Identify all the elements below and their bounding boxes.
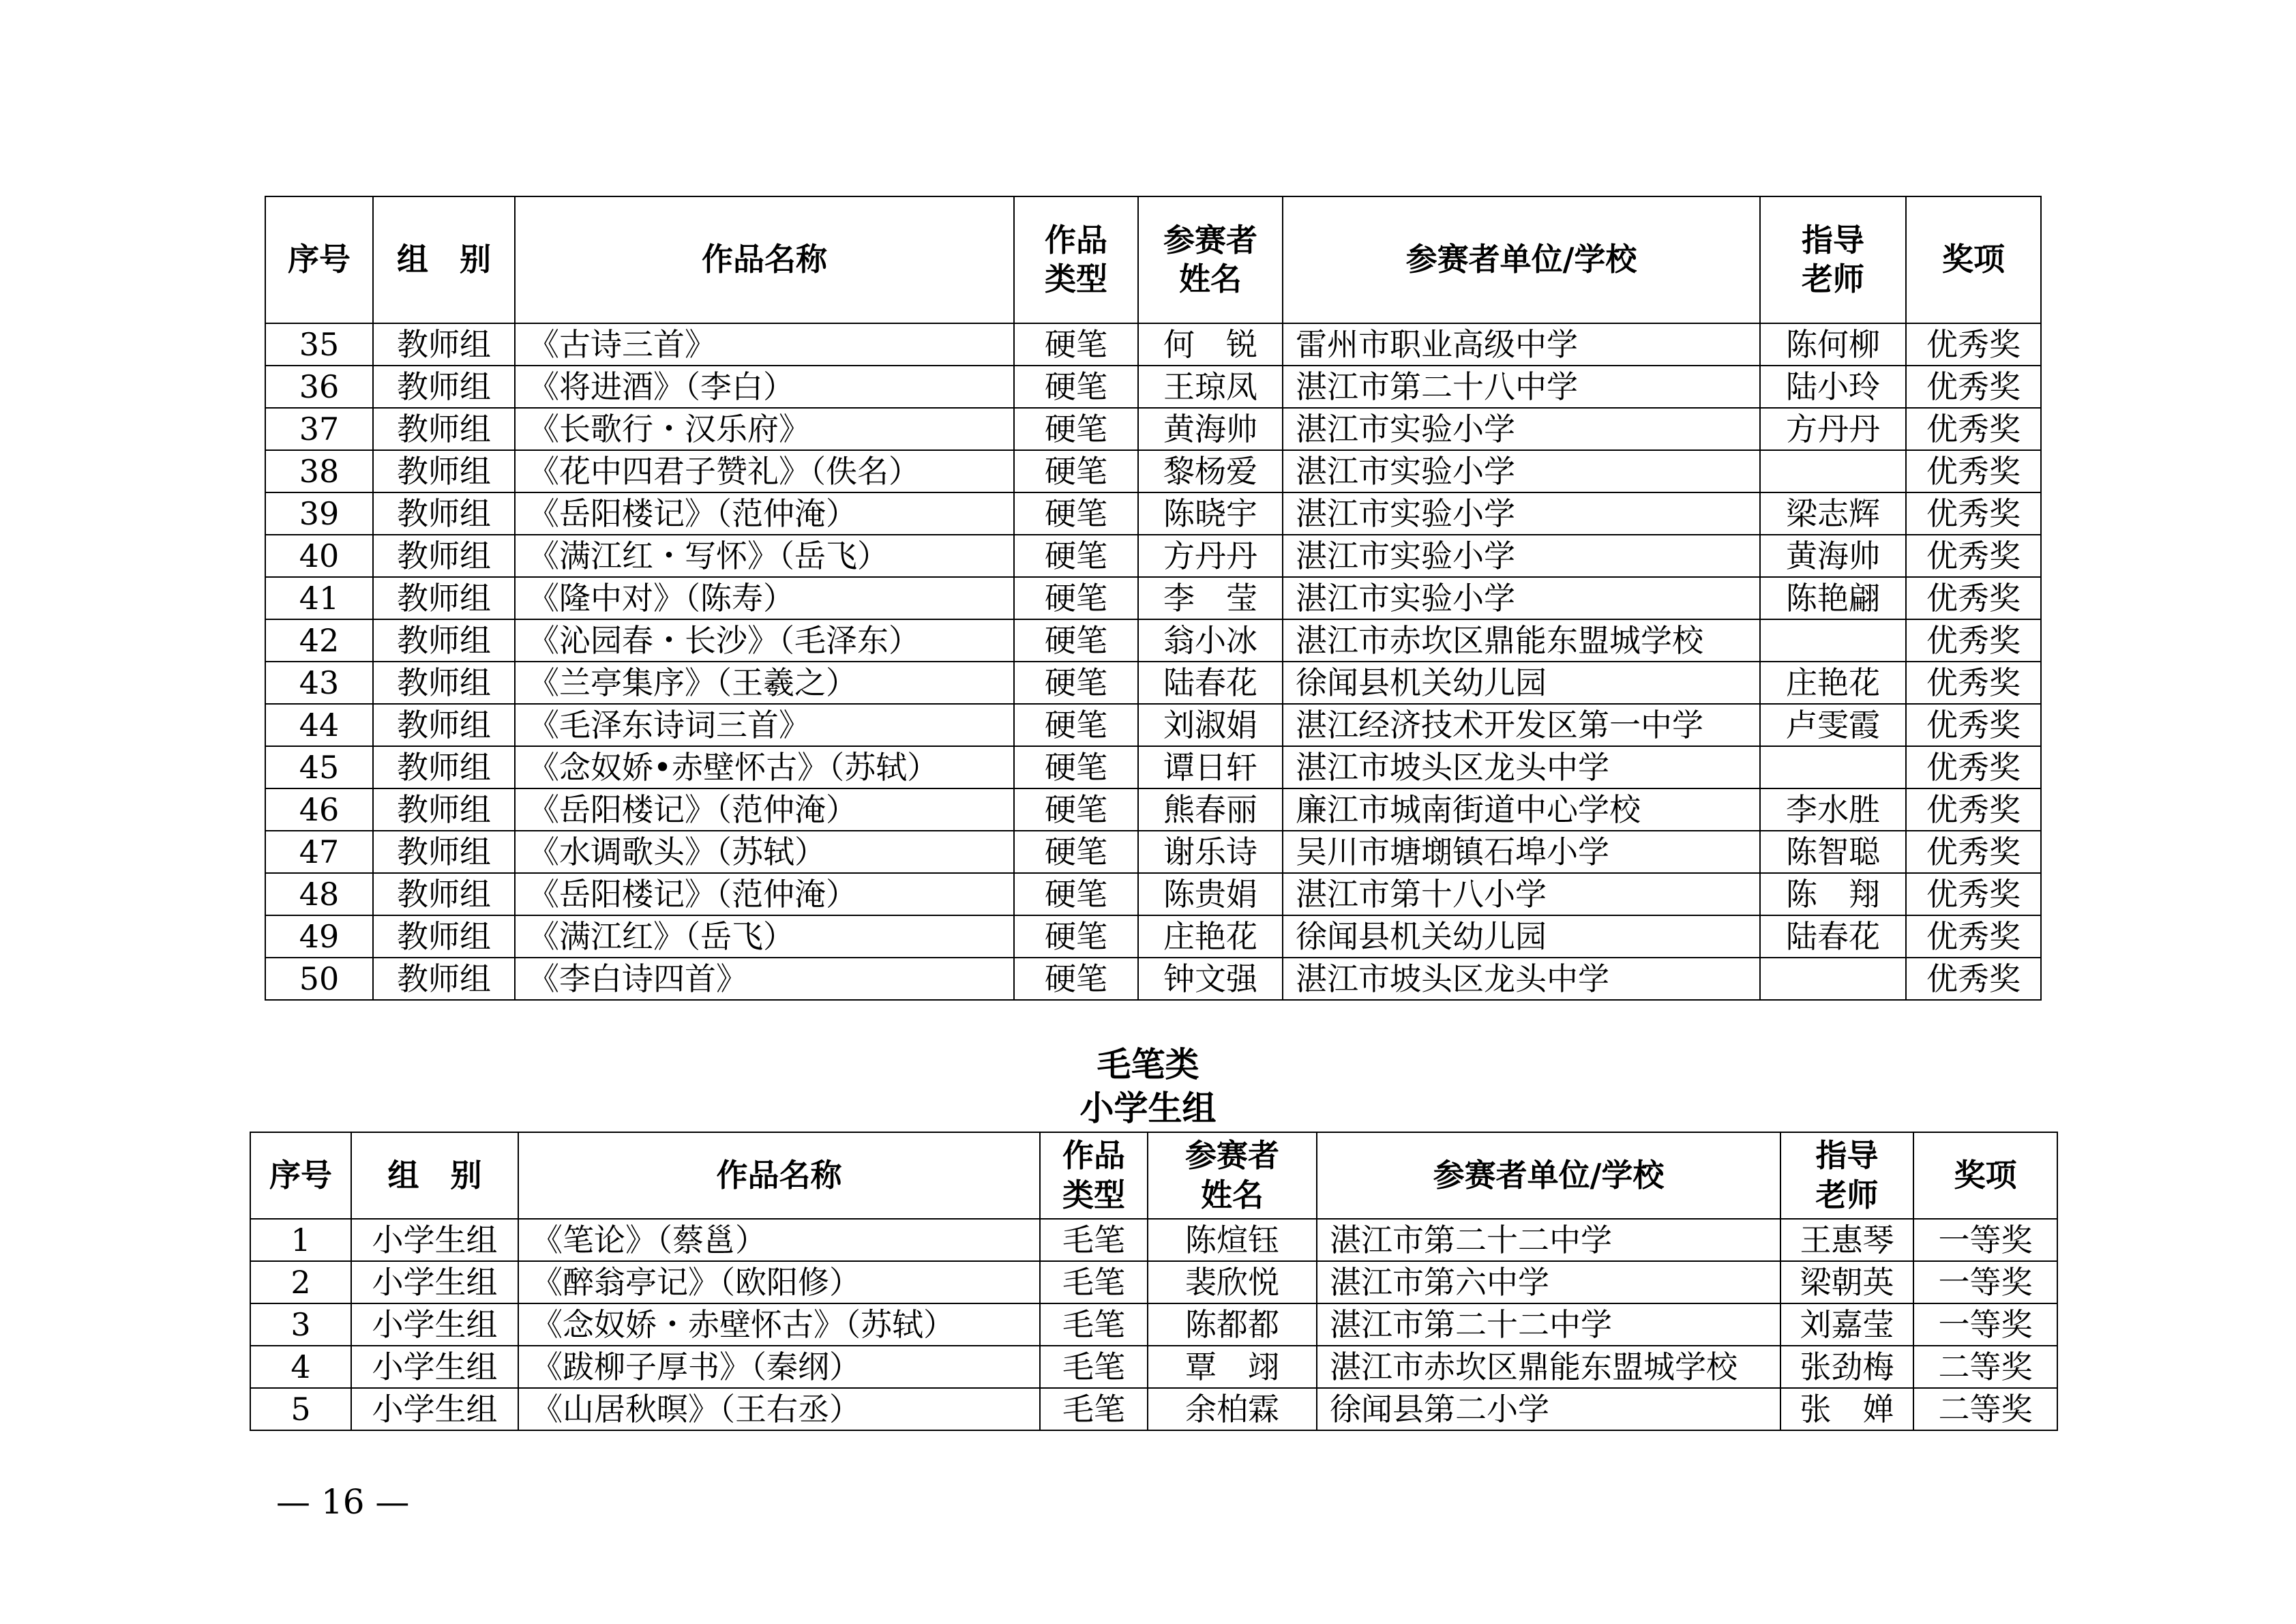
cell-group: 教师组 bbox=[373, 662, 515, 704]
header-teacher: 指导 老师 bbox=[1780, 1132, 1913, 1219]
section-title: 毛笔类 bbox=[1097, 1045, 1199, 1084]
cell-seq: 49 bbox=[265, 915, 373, 958]
cell-type: 硬笔 bbox=[1014, 662, 1138, 704]
cell-award: 优秀奖 bbox=[1906, 746, 2041, 788]
cell-school: 湛江市坡头区龙头中学 bbox=[1283, 958, 1760, 1000]
cell-work: 《岳阳楼记》（范仲淹） bbox=[515, 788, 1014, 831]
cell-work: 《兰亭集序》（王羲之） bbox=[515, 662, 1014, 704]
header-seq: 序号 bbox=[265, 196, 373, 323]
table-row bbox=[265, 704, 2041, 746]
cell-teacher: 黄海帅 bbox=[1760, 535, 1906, 577]
table-row bbox=[250, 1261, 2057, 1303]
header-type: 作品 类型 bbox=[1014, 196, 1138, 323]
cell-name: 翁小冰 bbox=[1138, 619, 1283, 662]
cell-seq: 35 bbox=[265, 323, 373, 366]
header-seq: 序号 bbox=[250, 1132, 351, 1219]
cell-school: 湛江市实验小学 bbox=[1283, 535, 1760, 577]
cell-type: 硬笔 bbox=[1014, 450, 1138, 492]
cell-school: 徐闻县机关幼儿园 bbox=[1283, 915, 1760, 958]
header-award: 奖项 bbox=[1906, 196, 2041, 323]
cell-group: 教师组 bbox=[373, 958, 515, 1000]
cell-seq: 50 bbox=[265, 958, 373, 1000]
cell-type: 硬笔 bbox=[1014, 492, 1138, 535]
cell-award: 一等奖 bbox=[1913, 1303, 2057, 1346]
cell-school: 徐闻县第二小学 bbox=[1317, 1388, 1780, 1430]
award-table-pen bbox=[265, 196, 2042, 1001]
award-table-brush bbox=[250, 1132, 2058, 1431]
cell-group: 教师组 bbox=[373, 408, 515, 450]
section-subtitle: 小学生组 bbox=[1079, 1089, 1217, 1128]
header-type: 作品 类型 bbox=[1040, 1132, 1148, 1219]
cell-school: 雷州市职业高级中学 bbox=[1283, 323, 1760, 366]
cell-name: 陈都都 bbox=[1148, 1303, 1317, 1346]
cell-teacher: 陆小玲 bbox=[1760, 366, 1906, 408]
header-work: 作品名称 bbox=[515, 196, 1014, 323]
table-row bbox=[250, 1346, 2057, 1388]
cell-award: 二等奖 bbox=[1913, 1388, 2057, 1430]
cell-work: 《醉翁亭记》（欧阳修） bbox=[518, 1261, 1040, 1303]
cell-award: 优秀奖 bbox=[1906, 323, 2041, 366]
cell-type: 硬笔 bbox=[1014, 704, 1138, 746]
header-school: 参赛者单位/学校 bbox=[1283, 196, 1760, 323]
cell-award: 优秀奖 bbox=[1906, 366, 2041, 408]
header-group: 组 别 bbox=[351, 1132, 518, 1219]
cell-teacher: 庄艳花 bbox=[1760, 662, 1906, 704]
cell-work: 《水调歌头》（苏轼） bbox=[515, 831, 1014, 873]
cell-work: 《笔论》（蔡邕） bbox=[518, 1219, 1040, 1261]
cell-school: 湛江经济技术开发区第一中学 bbox=[1283, 704, 1760, 746]
cell-name: 方丹丹 bbox=[1138, 535, 1283, 577]
table-row bbox=[265, 873, 2041, 915]
cell-school: 湛江市实验小学 bbox=[1283, 408, 1760, 450]
cell-award: 一等奖 bbox=[1913, 1219, 2057, 1261]
header-school: 参赛者单位/学校 bbox=[1317, 1132, 1780, 1219]
cell-award: 优秀奖 bbox=[1906, 619, 2041, 662]
cell-teacher: 陆春花 bbox=[1760, 915, 1906, 958]
cell-group: 教师组 bbox=[373, 746, 515, 788]
cell-award: 优秀奖 bbox=[1906, 662, 2041, 704]
cell-teacher bbox=[1760, 619, 1906, 662]
cell-type: 硬笔 bbox=[1014, 619, 1138, 662]
cell-school: 湛江市实验小学 bbox=[1283, 450, 1760, 492]
cell-teacher: 张劲梅 bbox=[1780, 1346, 1913, 1388]
table-header-row bbox=[250, 1132, 2057, 1219]
cell-name: 庄艳花 bbox=[1138, 915, 1283, 958]
cell-award: 优秀奖 bbox=[1906, 577, 2041, 619]
cell-school: 湛江市实验小学 bbox=[1283, 492, 1760, 535]
cell-award: 优秀奖 bbox=[1906, 873, 2041, 915]
header-name: 参赛者 姓名 bbox=[1138, 196, 1283, 323]
cell-seq: 1 bbox=[250, 1219, 351, 1261]
cell-work: 《李白诗四首》 bbox=[515, 958, 1014, 1000]
cell-name: 陈晓宇 bbox=[1138, 492, 1283, 535]
cell-work: 《隆中对》（陈寿） bbox=[515, 577, 1014, 619]
cell-work: 《花中四君子赞礼》（佚名） bbox=[515, 450, 1014, 492]
table-row bbox=[265, 958, 2041, 1000]
cell-seq: 41 bbox=[265, 577, 373, 619]
cell-seq: 2 bbox=[250, 1261, 351, 1303]
cell-award: 二等奖 bbox=[1913, 1346, 2057, 1388]
cell-school: 湛江市第二十八中学 bbox=[1283, 366, 1760, 408]
cell-group: 教师组 bbox=[373, 366, 515, 408]
cell-type: 硬笔 bbox=[1014, 873, 1138, 915]
cell-name: 裴欣悦 bbox=[1148, 1261, 1317, 1303]
cell-type: 毛笔 bbox=[1040, 1388, 1148, 1430]
cell-seq: 40 bbox=[265, 535, 373, 577]
cell-award: 一等奖 bbox=[1913, 1261, 2057, 1303]
cell-work: 《满江红》（岳飞） bbox=[515, 915, 1014, 958]
cell-award: 优秀奖 bbox=[1906, 788, 2041, 831]
cell-seq: 45 bbox=[265, 746, 373, 788]
cell-group: 小学生组 bbox=[351, 1303, 518, 1346]
cell-seq: 43 bbox=[265, 662, 373, 704]
cell-work: 《将进酒》（李白） bbox=[515, 366, 1014, 408]
table-row bbox=[265, 619, 2041, 662]
table-row bbox=[265, 746, 2041, 788]
cell-group: 教师组 bbox=[373, 915, 515, 958]
cell-award: 优秀奖 bbox=[1906, 408, 2041, 450]
table-row bbox=[265, 408, 2041, 450]
cell-teacher: 卢雯霞 bbox=[1760, 704, 1906, 746]
cell-work: 《古诗三首》 bbox=[515, 323, 1014, 366]
cell-group: 教师组 bbox=[373, 323, 515, 366]
cell-name: 王琼凤 bbox=[1138, 366, 1283, 408]
cell-award: 优秀奖 bbox=[1906, 450, 2041, 492]
cell-seq: 3 bbox=[250, 1303, 351, 1346]
table-row bbox=[250, 1388, 2057, 1430]
cell-school: 湛江市赤坎区鼎能东盟城学校 bbox=[1283, 619, 1760, 662]
cell-name: 陈贵娟 bbox=[1138, 873, 1283, 915]
header-group: 组 别 bbox=[373, 196, 515, 323]
cell-type: 毛笔 bbox=[1040, 1303, 1148, 1346]
header-teacher: 指导 老师 bbox=[1760, 196, 1906, 323]
cell-type: 硬笔 bbox=[1014, 408, 1138, 450]
cell-award: 优秀奖 bbox=[1906, 704, 2041, 746]
cell-name: 李 莹 bbox=[1138, 577, 1283, 619]
cell-teacher: 李水胜 bbox=[1760, 788, 1906, 831]
cell-teacher: 陈智聪 bbox=[1760, 831, 1906, 873]
cell-award: 优秀奖 bbox=[1906, 492, 2041, 535]
cell-work: 《满江红・写怀》（岳飞） bbox=[515, 535, 1014, 577]
cell-work: 《长歌行・汉乐府》 bbox=[515, 408, 1014, 450]
cell-seq: 47 bbox=[265, 831, 373, 873]
cell-seq: 46 bbox=[265, 788, 373, 831]
cell-work: 《念奴娇・赤壁怀古》（苏轼） bbox=[518, 1303, 1040, 1346]
cell-name: 陆春花 bbox=[1138, 662, 1283, 704]
cell-teacher: 梁朝英 bbox=[1780, 1261, 1913, 1303]
cell-type: 硬笔 bbox=[1014, 831, 1138, 873]
cell-seq: 38 bbox=[265, 450, 373, 492]
cell-name: 黎杨爱 bbox=[1138, 450, 1283, 492]
table-row bbox=[265, 662, 2041, 704]
cell-award: 优秀奖 bbox=[1906, 535, 2041, 577]
table-row bbox=[265, 366, 2041, 408]
cell-school: 湛江市第二十二中学 bbox=[1317, 1303, 1780, 1346]
cell-group: 教师组 bbox=[373, 788, 515, 831]
cell-group: 小学生组 bbox=[351, 1261, 518, 1303]
cell-group: 教师组 bbox=[373, 873, 515, 915]
cell-name: 钟文强 bbox=[1138, 958, 1283, 1000]
cell-school: 湛江市第六中学 bbox=[1317, 1261, 1780, 1303]
cell-type: 毛笔 bbox=[1040, 1219, 1148, 1261]
cell-work: 《山居秋暝》（王右丞） bbox=[518, 1388, 1040, 1430]
cell-type: 毛笔 bbox=[1040, 1346, 1148, 1388]
cell-teacher: 刘嘉莹 bbox=[1780, 1303, 1913, 1346]
cell-group: 教师组 bbox=[373, 535, 515, 577]
cell-type: 硬笔 bbox=[1014, 366, 1138, 408]
table-row bbox=[265, 788, 2041, 831]
cell-group: 小学生组 bbox=[351, 1346, 518, 1388]
cell-group: 小学生组 bbox=[351, 1388, 518, 1430]
table-row bbox=[265, 831, 2041, 873]
cell-name: 谭日轩 bbox=[1138, 746, 1283, 788]
cell-work: 《跋柳子厚书》（秦纲） bbox=[518, 1346, 1040, 1388]
table-row bbox=[265, 450, 2041, 492]
cell-school: 徐闻县机关幼儿园 bbox=[1283, 662, 1760, 704]
cell-seq: 4 bbox=[250, 1346, 351, 1388]
cell-seq: 37 bbox=[265, 408, 373, 450]
cell-teacher: 梁志辉 bbox=[1760, 492, 1906, 535]
cell-seq: 42 bbox=[265, 619, 373, 662]
cell-school: 湛江市实验小学 bbox=[1283, 577, 1760, 619]
cell-type: 硬笔 bbox=[1014, 788, 1138, 831]
cell-school: 湛江市第十八小学 bbox=[1283, 873, 1760, 915]
table-row bbox=[265, 915, 2041, 958]
table-row bbox=[265, 535, 2041, 577]
cell-seq: 36 bbox=[265, 366, 373, 408]
cell-seq: 48 bbox=[265, 873, 373, 915]
page-number: — 16 — bbox=[276, 1482, 410, 1522]
cell-teacher: 陈艳翩 bbox=[1760, 577, 1906, 619]
cell-group: 教师组 bbox=[373, 450, 515, 492]
cell-type: 毛笔 bbox=[1040, 1261, 1148, 1303]
cell-work: 《毛泽东诗词三首》 bbox=[515, 704, 1014, 746]
cell-group: 小学生组 bbox=[351, 1219, 518, 1261]
header-work: 作品名称 bbox=[518, 1132, 1040, 1219]
cell-work: 《念奴娇•赤壁怀古》（苏轼） bbox=[515, 746, 1014, 788]
cell-teacher: 方丹丹 bbox=[1760, 408, 1906, 450]
cell-seq: 44 bbox=[265, 704, 373, 746]
cell-group: 教师组 bbox=[373, 577, 515, 619]
cell-name: 黄海帅 bbox=[1138, 408, 1283, 450]
table-row bbox=[250, 1303, 2057, 1346]
cell-type: 硬笔 bbox=[1014, 323, 1138, 366]
cell-school: 湛江市赤坎区鼎能东盟城学校 bbox=[1317, 1346, 1780, 1388]
cell-type: 硬笔 bbox=[1014, 535, 1138, 577]
cell-seq: 5 bbox=[250, 1388, 351, 1430]
cell-school: 吴川市塘㙟镇石埠小学 bbox=[1283, 831, 1760, 873]
cell-type: 硬笔 bbox=[1014, 577, 1138, 619]
cell-name: 刘淑娟 bbox=[1138, 704, 1283, 746]
cell-name: 覃 翊 bbox=[1148, 1346, 1317, 1388]
cell-work: 《岳阳楼记》（范仲淹） bbox=[515, 492, 1014, 535]
cell-name: 余柏霖 bbox=[1148, 1388, 1317, 1430]
cell-teacher: 王惠琴 bbox=[1780, 1219, 1913, 1261]
table-row bbox=[250, 1219, 2057, 1261]
cell-teacher: 陈 翔 bbox=[1760, 873, 1906, 915]
cell-work: 《沁园春・长沙》（毛泽东） bbox=[515, 619, 1014, 662]
cell-teacher bbox=[1760, 450, 1906, 492]
cell-school: 湛江市第二十二中学 bbox=[1317, 1219, 1780, 1261]
cell-group: 教师组 bbox=[373, 704, 515, 746]
table-header-row bbox=[265, 196, 2041, 323]
cell-school: 廉江市城南街道中心学校 bbox=[1283, 788, 1760, 831]
cell-seq: 39 bbox=[265, 492, 373, 535]
cell-award: 优秀奖 bbox=[1906, 958, 2041, 1000]
cell-name: 陈煊钰 bbox=[1148, 1219, 1317, 1261]
cell-award: 优秀奖 bbox=[1906, 915, 2041, 958]
cell-type: 硬笔 bbox=[1014, 958, 1138, 1000]
table-row bbox=[265, 323, 2041, 366]
cell-school: 湛江市坡头区龙头中学 bbox=[1283, 746, 1760, 788]
cell-group: 教师组 bbox=[373, 619, 515, 662]
cell-teacher bbox=[1760, 958, 1906, 1000]
cell-name: 谢乐诗 bbox=[1138, 831, 1283, 873]
cell-name: 何 锐 bbox=[1138, 323, 1283, 366]
header-name: 参赛者 姓名 bbox=[1148, 1132, 1317, 1219]
cell-teacher bbox=[1760, 746, 1906, 788]
table-row bbox=[265, 492, 2041, 535]
cell-group: 教师组 bbox=[373, 831, 515, 873]
cell-teacher: 张 婵 bbox=[1780, 1388, 1913, 1430]
cell-group: 教师组 bbox=[373, 492, 515, 535]
table-row bbox=[265, 577, 2041, 619]
header-award: 奖项 bbox=[1913, 1132, 2057, 1219]
cell-type: 硬笔 bbox=[1014, 915, 1138, 958]
cell-type: 硬笔 bbox=[1014, 746, 1138, 788]
cell-work: 《岳阳楼记》（范仲淹） bbox=[515, 873, 1014, 915]
cell-name: 熊春丽 bbox=[1138, 788, 1283, 831]
cell-teacher: 陈何柳 bbox=[1760, 323, 1906, 366]
cell-award: 优秀奖 bbox=[1906, 831, 2041, 873]
